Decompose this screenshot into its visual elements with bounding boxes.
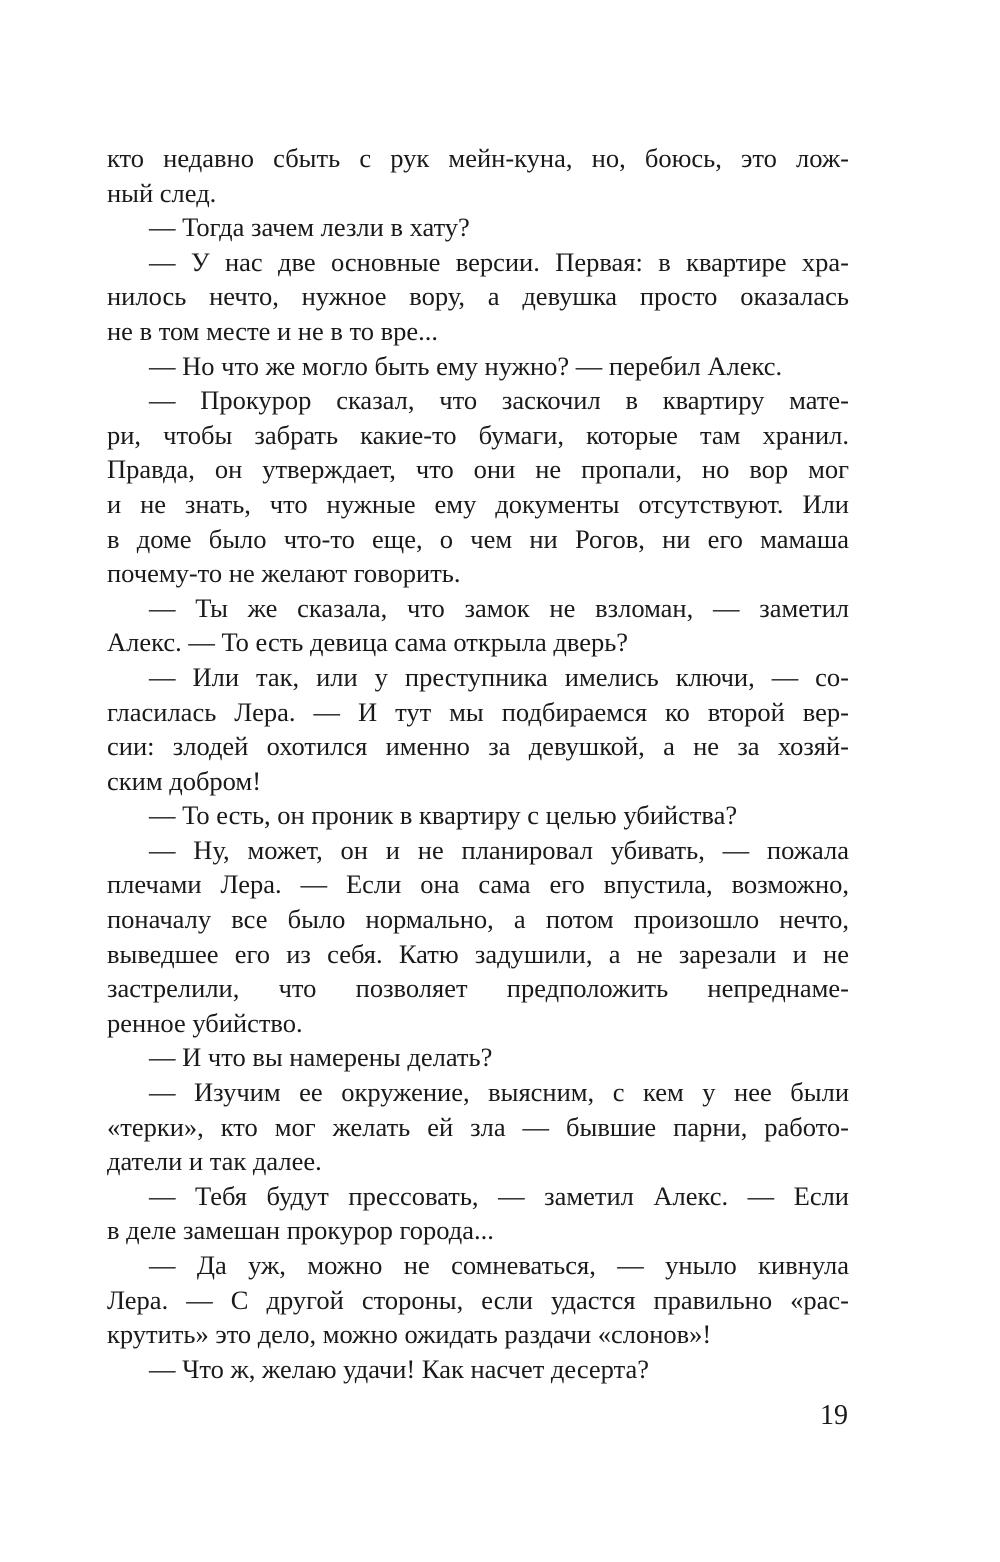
page-number: 19	[820, 1400, 848, 1431]
text-line: поначалу все было нормально, а потом произошло нечто,	[107, 904, 849, 935]
text-line: ный след.	[107, 177, 217, 208]
text-line: — Да уж, можно не сомневаться, — уныло кивнула	[149, 1250, 849, 1280]
text-line: и не знать, что нужные ему документы отсутствуют. Или	[107, 488, 849, 519]
text-line: — Ты же сказала, что замок не взломан, — заметил	[149, 592, 849, 623]
text-line: кто недавно сбыть с рук мейн-куна, но, боюсь, это лож-	[107, 143, 849, 173]
text-line: — Прокурор сказал, что заскочил в квартиру мате-	[149, 385, 849, 416]
text-line: ским добром!	[107, 765, 262, 796]
text-line: — Тебя будут прессовать, — заметил Алекс. — Если	[149, 1180, 849, 1211]
text-line: в деле замешан прокурор города...	[107, 1215, 494, 1246]
text-line: Правда, он утверждает, что они не пропали, но вор мог	[107, 454, 849, 485]
text-line: сии: злодей охотился именно за девушкой, а не за хозяй-	[107, 731, 849, 762]
text-line: застрелили, что позволяет предположить непреднаме-	[107, 973, 849, 1004]
text-line: в доме было что-то еще, о чем ни Рогов, ни его мамаша	[107, 523, 849, 554]
text-line: выведшее его из себя. Катю задушили, а не зарезали и не	[107, 938, 849, 969]
text-line: ренное убийство.	[107, 1007, 303, 1038]
text-line: — То есть, он проник в квартиру с целью убийства?	[149, 800, 738, 831]
text-line: — У нас две основные версии. Первая: в квартире хра-	[149, 246, 849, 277]
text-line: — Ну, может, он и не планировал убивать, — пожала	[149, 834, 849, 865]
text-line: — Что ж, желаю удачи! Как насчет десерта?	[149, 1353, 650, 1384]
text-line: — Изучим ее окружение, выясним, с кем у нее были	[149, 1077, 849, 1108]
text-line: Алекс. — То есть девица сама открыла дверь?	[107, 627, 629, 658]
text-line: не в том месте и не в то вре...	[107, 315, 439, 346]
text-line: — Тогда зачем лезли в хату?	[149, 212, 470, 243]
body-text	[107, 141, 849, 1386]
text-line: «терки», кто мог желать ей зла — бывшие парни, работо-	[107, 1111, 849, 1142]
text-line: — И что вы намерены делать?	[149, 1042, 493, 1073]
text-line: Лера. — С другой стороны, если удастся правильно «рас-	[107, 1284, 849, 1315]
text-line: почему-то не желают говорить.	[107, 558, 461, 589]
text-line: нилось нечто, нужное вору, а девушка просто оказалась	[107, 281, 849, 312]
text-line: крутить» это дело, можно ожидать раздачи «слонов»!	[107, 1319, 712, 1350]
text-line: датели и так далее.	[107, 1146, 322, 1177]
text-line: плечами Лера. — Если она сама его впустила, возможно,	[107, 869, 849, 900]
text-line: ри, чтобы забрать какие-то бумаги, которые там хранил.	[107, 419, 849, 450]
text-line: — Или так, или у преступника имелись ключи, — со-	[149, 661, 849, 692]
text-line: гласилась Лера. — И тут мы подбираемся ко второй вер-	[107, 696, 849, 727]
text-line: — Но что же могло быть ему нужно? — перебил Алекс.	[149, 350, 783, 381]
